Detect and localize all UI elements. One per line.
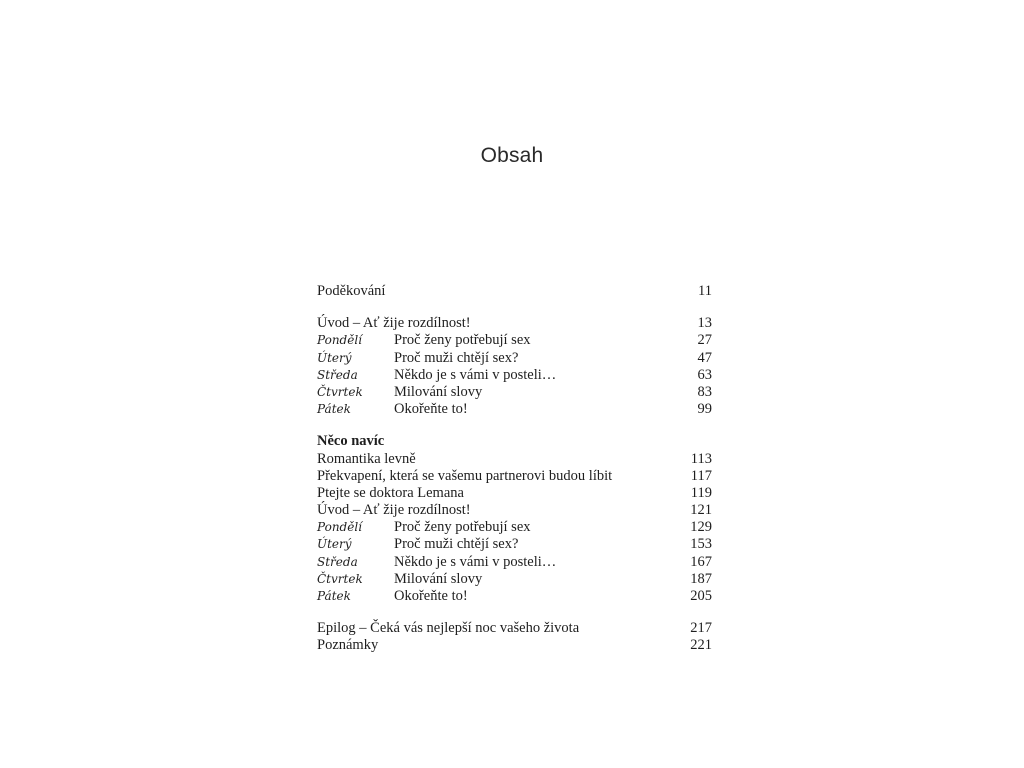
toc-entry-page-number: 129 — [690, 519, 712, 536]
toc-entry-day: Pondělí — [317, 520, 362, 535]
toc-entry — [317, 502, 712, 519]
toc-entry — [317, 485, 712, 502]
toc-entry — [317, 283, 712, 300]
toc-entry-page-number: 11 — [698, 283, 712, 299]
toc-entry-title: Někdo je s vámi v posteli… — [394, 553, 557, 570]
toc-entry — [317, 571, 712, 588]
section-spacer — [317, 300, 712, 315]
toc-entry-day: Čtvrtek — [317, 384, 363, 399]
toc-entry-title: Poděkování — [317, 283, 386, 299]
toc-entry-title: Romantika levně — [317, 450, 416, 467]
toc-entry-title: Okořeňte to! — [394, 401, 468, 418]
toc-entry-title: Milování slovy — [394, 383, 483, 400]
toc-entry — [317, 451, 712, 468]
toc-entry-title: Proč ženy potřebují sex — [394, 332, 531, 349]
toc-entry-page-number: 205 — [690, 588, 712, 604]
toc-entry-day: Středa — [317, 554, 358, 569]
toc-entry — [317, 637, 712, 654]
toc-entry — [317, 588, 712, 605]
page-title: Obsah — [480, 144, 544, 167]
table-of-contents — [317, 283, 712, 655]
toc-entry-day: Pondělí — [317, 333, 362, 348]
toc-entry-page-number: 117 — [690, 467, 712, 484]
toc-entry — [317, 367, 712, 384]
toc-entry-page-number: 99 — [697, 401, 712, 418]
toc-entry — [317, 315, 712, 332]
toc-entry-page-number: 187 — [690, 570, 712, 587]
toc-entry-title: Poznámky — [317, 637, 379, 654]
toc-entry-day: Čtvrtek — [317, 571, 363, 586]
toc-entry — [317, 536, 712, 553]
toc-entry-page-number: 119 — [690, 484, 712, 501]
toc-entry-title: Epilog – Čeká vás nejlepší noc vašeho života — [317, 620, 580, 637]
toc-entry-page-number: 121 — [690, 502, 712, 519]
toc-entry-page-number: 167 — [690, 553, 712, 570]
toc-entry-page-number: 13 — [697, 315, 712, 332]
section-spacer — [317, 418, 712, 433]
toc-entry-day: Pátek — [317, 402, 351, 417]
toc-entry-title: Úvod – Ať žije rozdílnost! — [317, 315, 471, 332]
toc-entry-day: Úterý — [317, 350, 352, 365]
toc-entry-page-number: 83 — [697, 383, 712, 400]
toc-entry-day: Středa — [317, 367, 358, 382]
toc-entry — [317, 401, 712, 418]
toc-entry-title: Proč muži chtějí sex? — [394, 349, 519, 366]
toc-entry-page-number: 153 — [690, 536, 712, 553]
toc-entry-day: Úterý — [317, 537, 352, 552]
toc-entry — [317, 554, 712, 571]
toc-entry-title: Někdo je s vámi v posteli… — [394, 366, 557, 383]
toc-entry-page-number: 47 — [697, 349, 712, 366]
toc-entry-page-number: 63 — [697, 366, 712, 383]
toc-entry — [317, 620, 712, 637]
toc-entry-title: Proč muži chtějí sex? — [394, 536, 519, 553]
toc-entry-title: Překvapení, která se vašemu partnerovi budou líbit — [317, 467, 613, 484]
section-spacer — [317, 605, 712, 620]
toc-entry-title: Okořeňte to! — [394, 588, 468, 604]
toc-entry-page-number: 27 — [697, 332, 712, 349]
toc-section-heading — [317, 433, 712, 450]
toc-section-heading-text: Něco navíc — [317, 433, 385, 450]
toc-entry-title: Milování slovy — [394, 570, 483, 587]
toc-entry — [317, 332, 712, 349]
toc-entry-day: Pátek — [317, 589, 351, 603]
toc-entry-page-number: 217 — [690, 620, 712, 637]
toc-entry — [317, 468, 712, 485]
toc-entry — [317, 519, 712, 536]
toc-entry-page-number: 221 — [690, 637, 712, 654]
toc-entry-title: Úvod – Ať žije rozdílnost! — [317, 502, 471, 519]
toc-entry — [317, 384, 712, 401]
toc-entry — [317, 350, 712, 367]
toc-entry-title: Ptejte se doktora Lemana — [317, 484, 464, 501]
toc-entry-page-number: 113 — [690, 450, 712, 467]
toc-entry-title: Proč ženy potřebují sex — [394, 519, 531, 536]
